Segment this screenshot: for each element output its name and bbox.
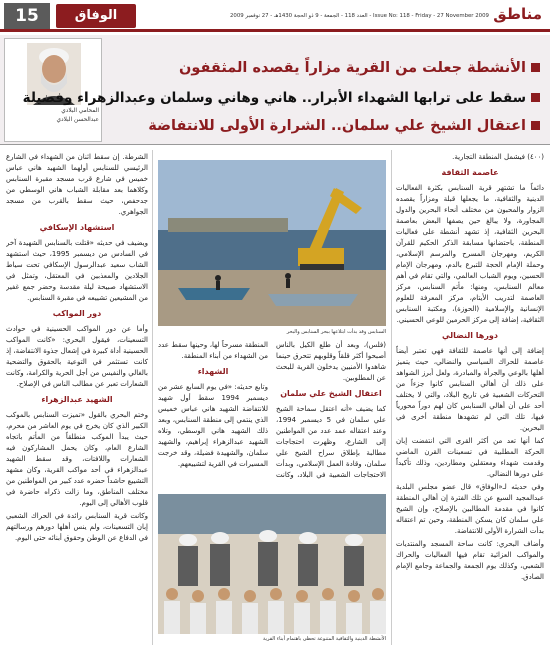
article-column-right: (٤٠٠) فيشمل المنطقة التجارية. عاصمة الثقافة دائماً ما تشتهر قرية السنابس بكثرة الفعاليات الدينية والثقافية، ما يجعلها قبلة ومزاراً يقصده الزوار والمحبون من مختلف أنحاء البحرين والدول المجاورة، ولا يبالغ حين يصفها البعض بعاصمة البحرين الثقافية، إذ تشهد أنشطة على فعاليات المنطقة، باحتضانها مسابقة الذكر الحكيم للقرآن الكريم، ومهرجان المسرح والمرسم الإسلامي، وحملة الإمام الحجة للتبرع بالدم، ومهرجان الإمام الحسين، ويوم الشباب العالمي، والتي تقام في أهم معالم السنابس، ومنها: مأتم السنابس، مركز العاصمة لتدريب الأيتام، مركز المعرفة للعلوم الإنسانية والإسلامية (الحوزة)، ومكتبة السنابس الثقافية، إضافة إلى مركز الحرمين للوعي الحسيني. دورها النضالي إضافة إلى أنها عاصمة للثقافة فهي تعتبر أيضاً عاصمة للحراك السياسي والنضالي، حيث يتميز أهلها بالوعي والجرأة والمبادرة، ولعل أبرز الشواهد على ذلك أن أهالي السنابس كانوا جزءاً من التحركات الشعبية في تاريخ البلاد، والتي لا يختلف أحد على أن أهالي السنابس كان لهم دوراً محورياً فيها، تلك التي لم تشهدها منطقة أخرى في البحرين. كما أنها تعد من أكثر القرى التي انتفضت إبان الحركة المطلبية في تسعينات القرن الماضي وقدمت شهداء ومعتقلين ومطاردين، وذلك تأكيداً على دورها النضالي. وفي حديثه لـ«الوفاق» قال عضو مجلس البلدية عبدالمجيد السبع عن تلك الفترة إن أهالي المنطقة كانوا في مقدمة المطالبين بالإصلاح، وإن الشيخ علي سلمان كان يسكن المنطقة، وحين تم اعتقاله بدأت الشرارة الأولى للانتفاضة. وأضاف البحري: كانت ساحة المسجد والمنتديات والمواكب العزائية تقام فيها الفعاليات والحراك الشعبي، وكذلك يوم الجمعة والجماعة وجامع الإمام الصادق. [396, 153, 544, 581]
article-column-left: الشرطة. إن سقط اثنان من الشهداء في الشارع الرئيسي للسنابس أولهما الشهيد هاني عباس خميس في شارع قرب مسجد مقبرة السنابس وكلاهما بعد مقابلة الشباب هاني الوسطي من جدحفص، حيث سقط بالقرب من مسجد الجواهري. استشهاد الإسكافي ويضيف في حديثه «قتلت بالسنابس الشهيدة آخر في السادس من ديسمبر 1995، حيث استشهد الشاب سعيد عبدالرسول الإسكافي تحت سياط الجلادين والمعذبين في المعتقل، وتمثل في الاستشهاد صبيحة ليلة مقدسة وحضر جمع غفير من المشيعين تشييعه في مقبرة السنابس. دور المواكب وأما عن دور المواكب الحسينية في حوادث التسعينات، فيقول البحري: «كانت المواكب الحسينية أداة كبيرة في إشعال جذوة الانتفاضة، إذ كانت تستثمر في التوعية بالحقوق والتضحية بالغالي والنفيس من أجل الحرية والكرامة، وكانت الشعارات تعبر عن مطالب الناس في الإصلاح. الشهيد عبدالزهراء وختم البحري بالقول «تميزت السنابس بالموكب الكبير الذي كان يخرج في يوم العاشر من محرم، حيث يبدأ الموكب منطلقاً من المأتم باتجاه الشارع العام، وكان يحمل المشاركون فيه الشعارات واللافتات، وقد سقط الشهيد عبدالزهراء في أحد مواكب القرية، وكان مشهد التشييع حاشداً حضره عدد كبير من المواطنين من مختلف المناطق، وما زالت ذكراه حاضرة في قلوب الأهالي إلى اليوم. وكانت قرية السنابس رائدة في الحراك الشعبي إبان التسعينات، ولم ينس أهلها دورهم ورسالتهم في الدفاع عن الوطن وحقوق أبنائه حتى اليوم. [6, 153, 148, 542]
photo-group-children [158, 494, 386, 634]
issue-info: العدد 118 - الجمعة - 9 ذو الحجة 1430هـ - 27 نوفمبر 2009 - Issue No: 118 - Friday - 27 November 2009 [230, 13, 489, 19]
subheading: عاصمة الثقافة [441, 168, 499, 177]
section-title: مناطق [493, 5, 542, 23]
article-column-middle: (فلس)، وبعد أن طلع الكيل بالناس أصبحوا أكثر قلقاً وقلوبهم تتحرق حينما شاهدوا الأمنيين يدخلون القرية للبحث عن المطلوبين. اعتقال الشيخ علي سلمان كما يضيف «أنه اعتقل سماحة الشيخ علي سلمان في 5 ديسمبر 1994، وعند اعتقاله عمد عدد من المواطنين إلى الشارع، وظهرت احتجاجات مطالبة بإطلاق سراح الشيخ علي سلمان، وقادة العمل الإسلامي، وبدأت الاحتجاجات الشعبية في البلاد، وكانت المنطقة مسرحاً لها، وحينها سقط عدد من الشهداء من أبناء المنطقة. الشهداء وتابع حديثه: «في يوم السابع عشر من ديسمبر 1994 سقط أول شهيد للانتفاضة الشهيد هاني عباس خميس الذي ينتمي إلى منطقة السنابس، وبعد ذلك الشهيد هاني الوسطي، وتلاه الشهيد عبدالزهراء إبراهيم، والشهيد سلمان، والشهيدة فضيلة، وقد خرجت المسيرات في القرية لتشييعهم. [158, 341, 386, 479]
photo-caption: الأنشطة الدينية والثقافية المتنوعة تحظى باهتمام أبناء القرية [262, 636, 386, 642]
photo-demolition-site [158, 160, 386, 326]
page-header [0, 0, 550, 32]
column-divider [152, 150, 153, 645]
headline-2: سقط على ترابها الشهداء الأبرار.. هاني وهاني وسلمان وعبدالزهراء وفضيلة [23, 90, 540, 106]
bullet-square-icon [531, 63, 540, 72]
subheading: الشهداء [197, 367, 229, 376]
photo-caption: السنابس وقد بدأت ابتلاعها ببحر السنابس والبحر [286, 329, 386, 335]
author-name: المحامي البلادي عبدالحسن البلادي [56, 108, 99, 123]
subheading: دورها النضالي [441, 331, 498, 340]
subheading: الشهيد عبدالزهراء [41, 395, 113, 404]
subheading: استشهاد الإسكافي [39, 223, 115, 232]
subheading: دور المواكب [52, 309, 102, 318]
headline-1: الأنشطة جعلت من القرية مزاراً يقصده المثقفون [179, 60, 540, 76]
bullet-square-icon [531, 93, 540, 102]
bullet-square-icon [531, 121, 540, 130]
newspaper-logo: الوفاق [56, 4, 136, 28]
subheading: اعتقال الشيخ علي سلمان [280, 389, 382, 398]
column-divider [391, 150, 392, 645]
page-number: 15 [4, 3, 50, 29]
headline-3: اعتقال الشيخ علي سلمان.. الشرارة الأولى للانتفاضة [148, 118, 540, 134]
